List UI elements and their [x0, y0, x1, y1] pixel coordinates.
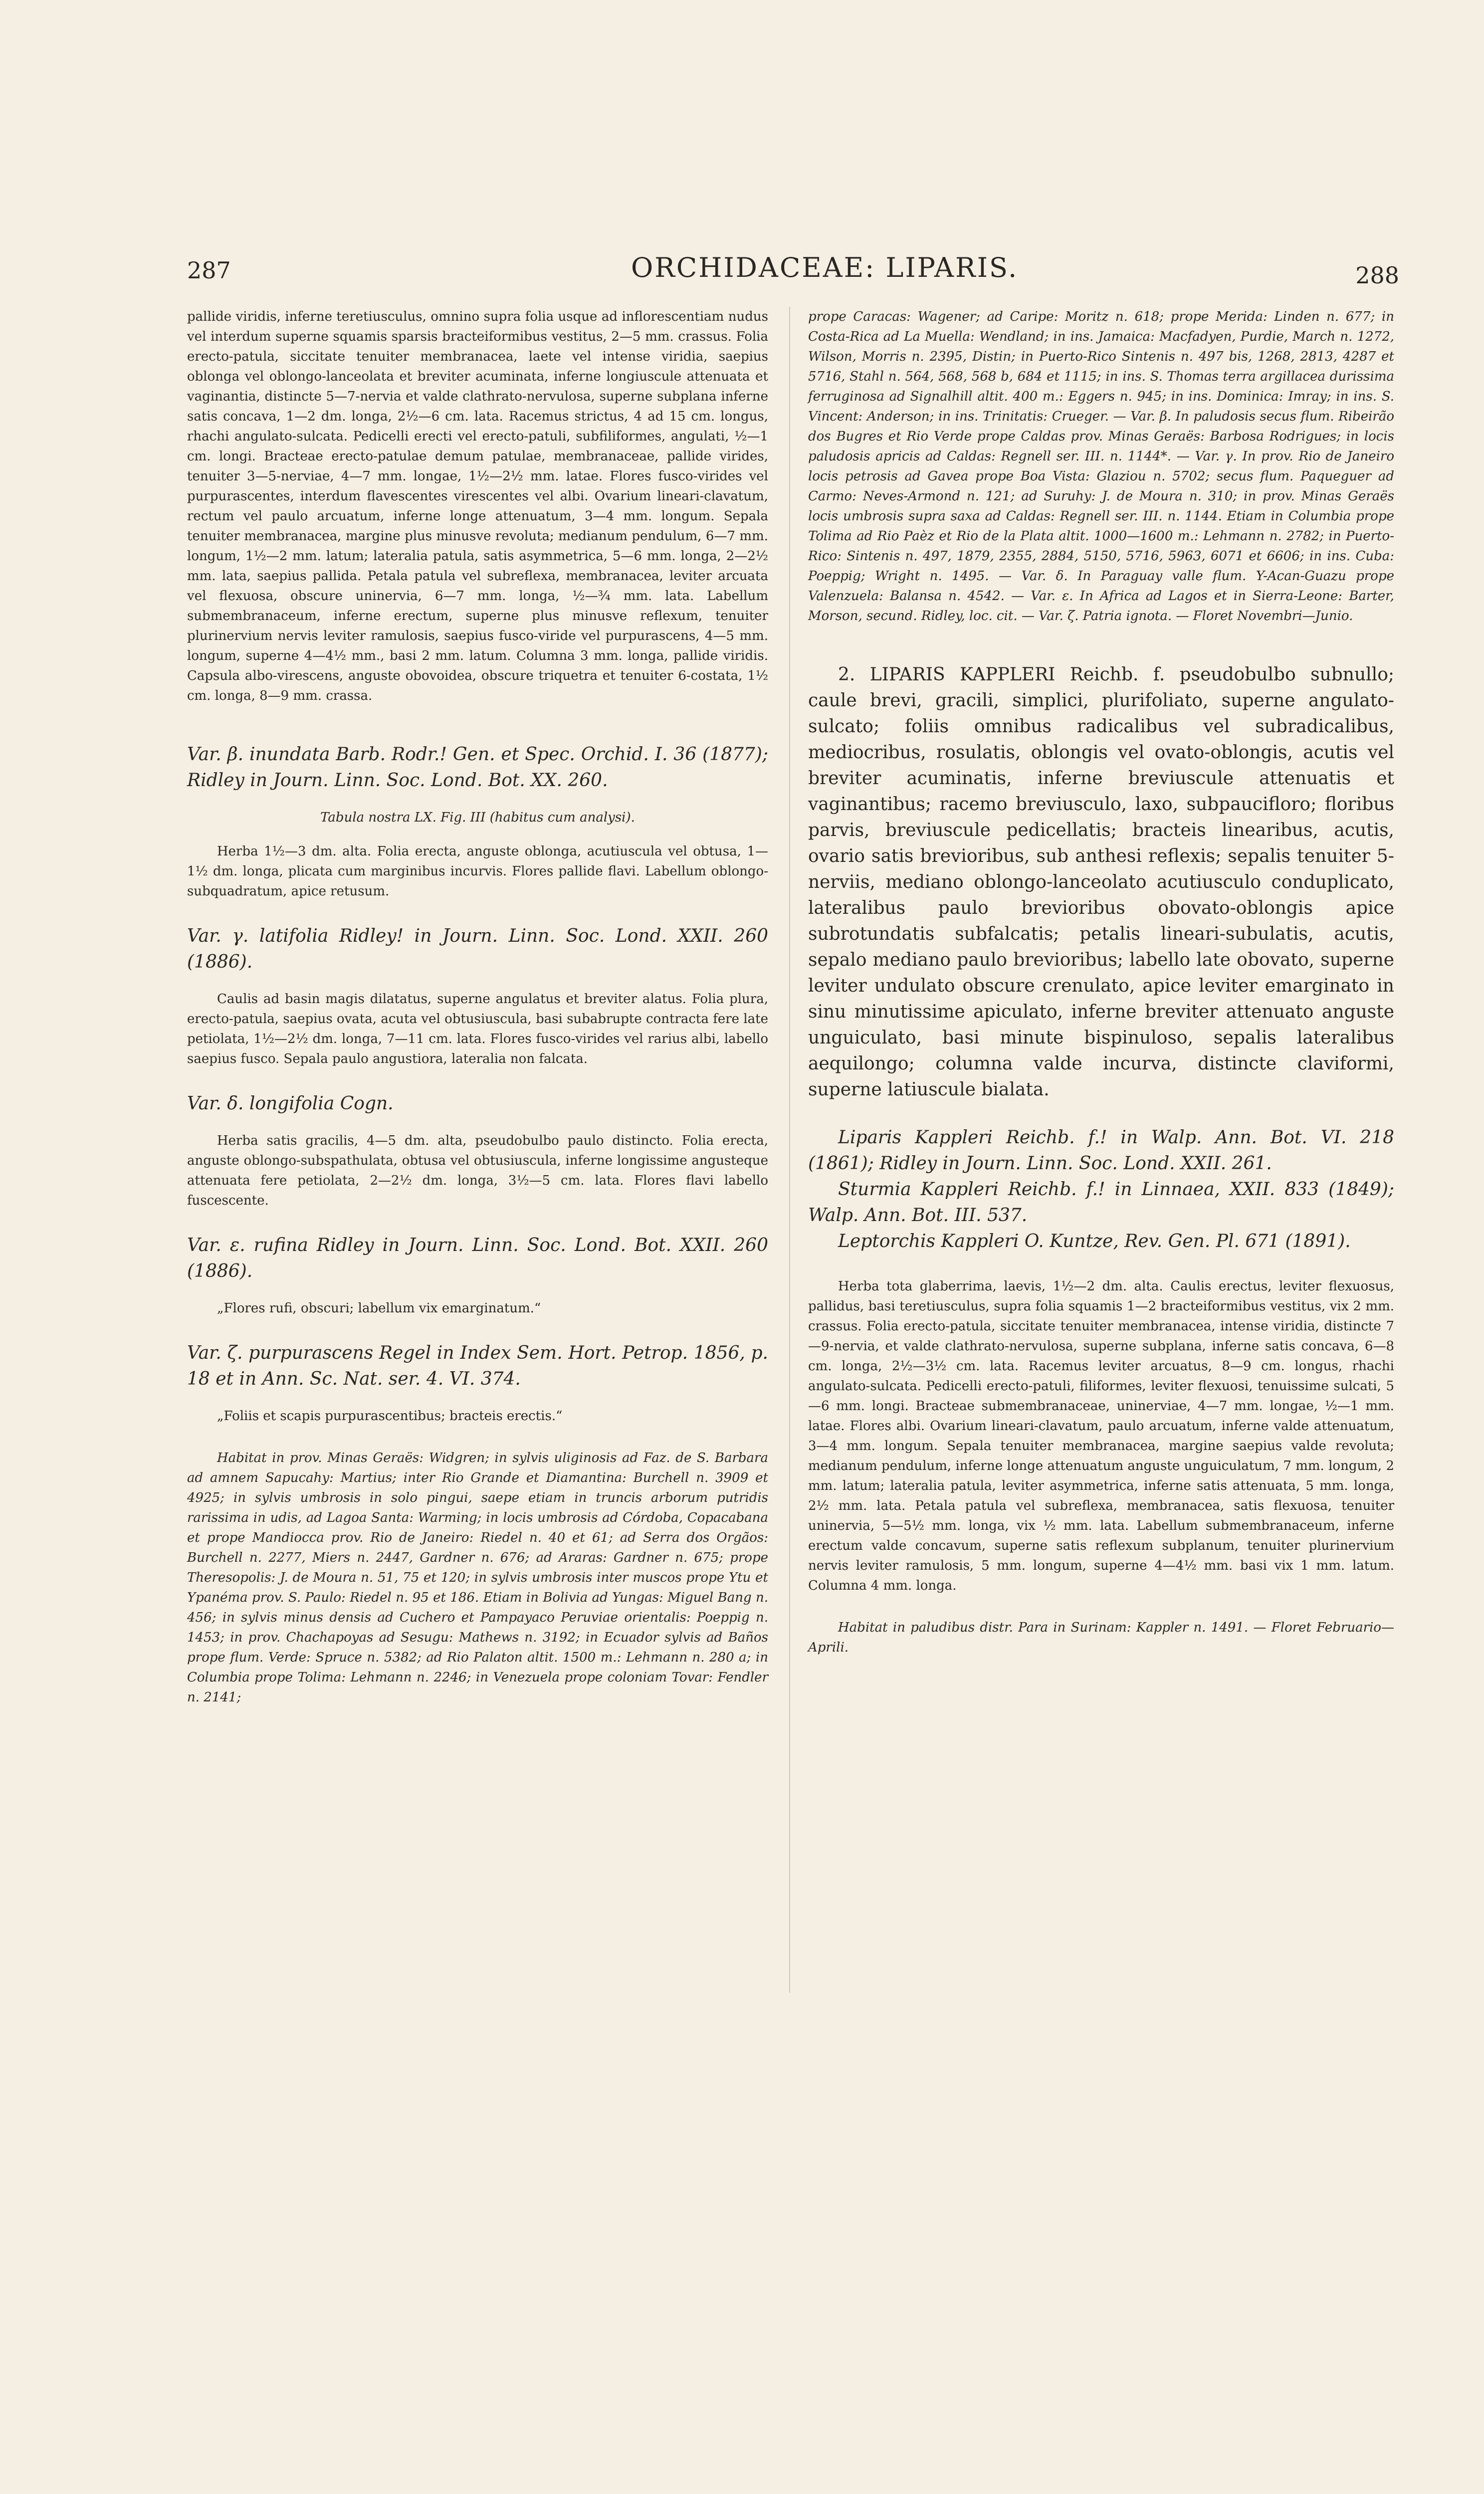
habitat-continued: prope Caracas: Wagener; ad Caripe: Moritz n. 618; prope Merida: Linden n. 677; in Costa-Rica ad La Muella: Wendland; in ins. Jamaica: Macfadyen, Purdie, March n. 1272, Wilson, Morris n. 2395, Distin; in Puerto-Rico Sintenis n. 497 bis, 1268, 2813, 4287 et 5716, Stahl n. 564, 568, 568 b, 684 et 1115; in ins. S. Thomas terra argillacea durissima ferruginosa ad Signalhill altit. 400 m.: Eggers n. 945; in ins. Dominica: Imray; in ins. S. Vincent: Anderson; in ins. Trinitatis: Crueger. — Var. β. In paludosis secus flum. Ribeirão dos Bugres et Rio Verde prope Caldas prov. Minas Geraës: Barbosa Rodrigues; in locis paludosis apricis ad Caldas: Regnell ser. III. n. 1144*. — Var. γ. In prov. Rio de Janeiro locis petrosis ad Gavea prope Boa Vista: Glaziou n. 5702; secus flum. Paqueguer ad Carmo: Neves-Armond n. 121; ad Suruhy: J. de Moura n. 310; in prov. Minas Geraës locis umbrosis supra saxa ad Caldas: Regnell ser. III. n. 1144. Etiam in Columbia prope Tolima ad Rio Paèz et Rio de la Plata altit. 1000—1600 m.: Lehmann n. 2782; in Puerto-Rico: Sintenis n. 497, 1879, 2355, 2884, 5150, 5716, 5963, 6071 et 6606; in ins. Cuba: Poeppig; Wright n. 1495. — Var. δ. In Paraguay valle flum. Y-Acan-Guazu prope Valenzuela: Balansa n. 4542. — Var. ε. In Africa ad Lagos et in Sierra-Leone: Barter, Morson, secund. Ridley, loc. cit. — Var. ζ. Patria ignota. — Floret Novembri—Junio. [808, 309, 1394, 624]
variety-epsilon-text: „Flores rufi, obscuri; labellum vix emarginatum.“ [217, 1301, 541, 1316]
description-continued: pallide viridis, inferne teretiusculus, omnino supra folia usque ad inflorescentiam nudus vel interdum superne squamis sparsis bracteiformibus vestitus, 2—5 mm. crassus. Folia erecto-patula, siccitate tenuiter membranacea, laete vel intense viridia, saepius oblonga vel oblongo-lanceolata et breviter acuminata, inferne longiuscule attenuata et vaginantia, distincte 5—7-nervia et valde clathrato-nervulosa, superne subplana inferne satis concava, 1—2 dm. longa, 2½—6 cm. lata. Racemus strictus, 4 ad 15 cm. longus, rhachi angulato-sulcata. Pedicelli erecti vel erecto-patuli, subfiliformes, angulati, ½—1 cm. longi. Bracteae erecto-patulae demum patulae, membranaceae, pallide virides, tenuiter 3—5-nerviae, 4—7 mm. longae, 1½—2½ mm. latae. Flores fusco-virides vel purpurascentes, interdum flavescentes virescentes vel albi. Ovarium lineari-clavatum, rectum vel paulo arcuatum, inferne longe attenuatum, 3—4 mm. longum. Sepala tenuiter membranacea, margine plus minusve revoluta; medianum pendulum, 6—7 mm. longum, 1½—2 mm. latum; lateralia patula, satis asymmetrica, 5—6 mm. longa, 2—2½ mm. lata, saepius pallida. Petala patula vel subreflexa, membranacea, leviter arcuata vel flexuosa, obscure uninervia, 6—7 mm. longa, ½—¾ mm. lata. Labellum submembranaceum, inferne erectum, superne plus minusve reflexum, tenuiter plurinervium nervis leviter ramulosis, saepius fusco-viride vel purpurascens, 4—5 mm. longum, superne 4—4½ mm., basi 2 mm. latum. Columna 3 mm. longa, pallide viridis. Capsula albo-virescens, anguste obovoidea, obscure triquetra et tenuiter 6-costata, 1½ cm. longa, 8—9 mm. crassa. [187, 309, 768, 703]
variety-delta-heading: Var. δ. longifolia Cogn. [187, 1093, 394, 1114]
synonym-liparis-kappleri: Liparis Kappleri Reichb. f.! in Walp. Ann. Bot. VI. 218 (1861); Ridley in Journ. Linn. Soc. Lond. XXII. 261. [808, 1127, 1394, 1174]
running-title: ORCHIDACEAE: LIPARIS. [631, 252, 1019, 283]
species-2-habitat: Habitat in paludibus distr. Para in Surinam: Kappler n. 1491. — Floret Februario—Aprili. [808, 1620, 1394, 1655]
synonym-sturmia-kappleri: Sturmia Kappleri Reichb. f.! in Linnaea, XXII. 833 (1849); Walp. Ann. Bot. III. 537. [808, 1179, 1394, 1226]
variety-zeta-text: „Foliis et scapis purpurascentibus; bracteis erectis.“ [217, 1409, 563, 1424]
right-column [808, 307, 1394, 1658]
variety-gamma-heading: Var. γ. latifolia Ridley! in Journ. Linn. Soc. Lond. XXII. 260 (1886). [187, 926, 768, 972]
variety-delta-text: Herba satis gracilis, 4—5 dm. alta, pseudobulbo paulo distincto. Folia erecta, anguste oblongo-subspathulata, obtusa vel obtusiuscula, inferne longissime angusteque attenuata fere petiolata, 2—2½ dm. longa, 3½—5 cm. lata. Flores flavi labello fuscescente. [187, 1133, 768, 1208]
variety-beta-heading: Var. β. inundata Barb. Rodr.! Gen. et Spec. Orchid. I. 36 (1877); Ridley in Journ. Linn. Soc. Lond. Bot. XX. 260. [187, 744, 768, 791]
variety-beta-plate: Tabula nostra LX. Fig. III (habitus cum analysi). [320, 810, 635, 825]
page-number-right: 288 [1355, 262, 1399, 289]
variety-gamma-text: Caulis ad basin magis dilatatus, superne angulatus et breviter alatus. Folia plura, erecto-patula, saepius ovata, acuta vel obtusiuscula, basi subabrupte contracta fere late petiolata, 1½—2½ dm. longa, 7—11 cm. lata. Flores fusco-virides vel rarius albi, labello saepius fusco. Sepala paulo angustiora, lateralia non falcata. [187, 992, 768, 1066]
running-header [187, 252, 1399, 292]
habitat-paragraph: Habitat in prov. Minas Geraës: Widgren; in sylvis uliginosis ad Faz. de S. Barbara ad amnem Sapucahy: Martius; inter Rio Grande et Diamantina: Burchell n. 3909 et 4925; in sylvis umbrosis in solo pingui, saepe etiam in truncis arborum putridis rarissima in udis, ad Lagoa Santa: Warming; in locis umbrosis ad Córdoba, Copacabana et prope Mandiocca prov. Rio de Janeiro: Riedel n. 40 et 61; ad Serra dos Orgãos: Burchell n. 2277, Miers n. 2447, Gardner n. 676; ad Araras: Gardner n. 675; prope Theresopolis: J. de Moura n. 51, 75 et 120; in sylvis umbrosis inter muscos prope Ytu et Ypanéma prov. S. Paulo: Riedel n. 95 et 186. Etiam in Bolivia ad Yungas: Miguel Bang n. 456; in sylvis minus densis ad Cuchero et Pampayaco Peruviae orientalis: Poeppig n. 1453; in prov. Chachapoyas ad Sesugu: Mathews n. 3192; in Ecuador sylvis ad Baños prope flum. Verde: Spruce n. 5382; ad Rio Palaton altit. 1500 m.: Lehmann n. 280 a; in Columbia prope Tolima: Lehmann n. 2246; in Venezuela prope coloniam Tovar: Fendler n. 2141; [187, 1451, 768, 1705]
variety-epsilon-heading: Var. ε. rufina Ridley in Journ. Linn. Soc. Lond. Bot. XXII. 260 (1886). [187, 1235, 768, 1281]
left-column [187, 307, 768, 1707]
variety-beta-text: Herba 1½—3 dm. alta. Folia erecta, anguste oblonga, acutiuscula vel obtusa, 1—1½ dm. longa, plicata cum marginibus incurvis. Flores pallide flavi. Labellum oblongo-subquadratum, apice retusum. [187, 844, 768, 899]
variety-zeta-heading: Var. ζ. purpurascens Regel in Index Sem. Hort. Petrop. 1856, p. 18 et in Ann. Sc. Nat. ser. 4. VI. 374. [187, 1343, 768, 1389]
column-divider [789, 307, 790, 1993]
page-number-left: 287 [187, 257, 231, 284]
synonym-leptorchis-kappleri: Leptorchis Kappleri O. Kuntze, Rev. Gen. Pl. 671 (1891). [838, 1231, 1351, 1251]
species-2-diagnosis: 2. LIPARIS KAPPLERI Reichb. f. pseudobulbo subnullo; caule brevi, gracili, simplici, plurifoliato, superne angulato-sulcato; foliis omnibus radicalibus vel subradicalibus, mediocribus, rosulatis, oblongis vel ovato-oblongis, acutis vel breviter acuminatis, inferne breviuscule attenuatis et vaginantibus; racemo breviusculo, laxo, subpaucifloro; floribus parvis, breviuscule pedicellatis; bracteis linearibus, acutis, ovario satis brevioribus, sub anthesi reflexis; sepalis tenuiter 5-nerviis, mediano oblongo-lanceolato acutiusculo conduplicato, lateralibus paulo brevioribus obovato-oblongis apice subrotundatis subfalcatis; petalis lineari-subulatis, acutis, sepalo mediano paulo brevioribus; labello late obovato, superne leviter undulato obscure crenulato, apice leviter emarginato in sinu minutissime apiculato, inferne breviter attenuato anguste unguiculato, basi minute bispinuloso, sepalis lateralibus aequilongo; columna valde incurva, distincte claviformi, superne latiuscule bialata. [808, 664, 1394, 1100]
species-2-description: Herba tota glaberrima, laevis, 1½—2 dm. alta. Caulis erectus, leviter flexuosus, pallidus, basi teretiusculus, supra folia squamis 1—2 bracteiformibus vestitus, vix 2 mm. crassus. Folia erecto-patula, siccitate tenuiter membranacea, intense viridia, distincte 7—9-nervia, et valde clathrato-nervulosa, superne subplana, inferne satis concava, 6—8 cm. longa, 2½—3½ cm. lata. Racemus leviter arcuatus, 8—9 cm. longus, rhachi angulato-sulcata. Pedicelli erecto-patuli, filiformes, leviter flexuosi, tenuissime sulcati, 5—6 mm. longi. Bracteae submembranaceae, uninerviae, 4—7 mm. longae, ½—1 mm. latae. Flores albi. Ovarium lineari-clavatum, paulo arcuatum, inferne valde attenuatum, 3—4 mm. longum. Sepala tenuiter membranacea, margine saepius valde revoluta; medianum pendulum, inferne longe attenuatum anguste unguiculatum, 7 mm. longum, 2 mm. latum; lateralia patula, leviter asymmetrica, inferne satis attenuata, 5 mm. longa, 2½ mm. lata. Petala patula vel subreflexa, membranacea, satis flexuosa, tenuiter uninervia, 5—5½ mm. longa, vix ½ mm. lata. Labellum submembranaceum, inferne erectum valde concavum, superne satis reflexum subplanum, tenuiter plurinervium nervis leviter ramulosis, 5 mm. longum, superne 4—4½ mm. basi vix 1 mm. latum. Columna 4 mm. longa. [808, 1279, 1394, 1593]
